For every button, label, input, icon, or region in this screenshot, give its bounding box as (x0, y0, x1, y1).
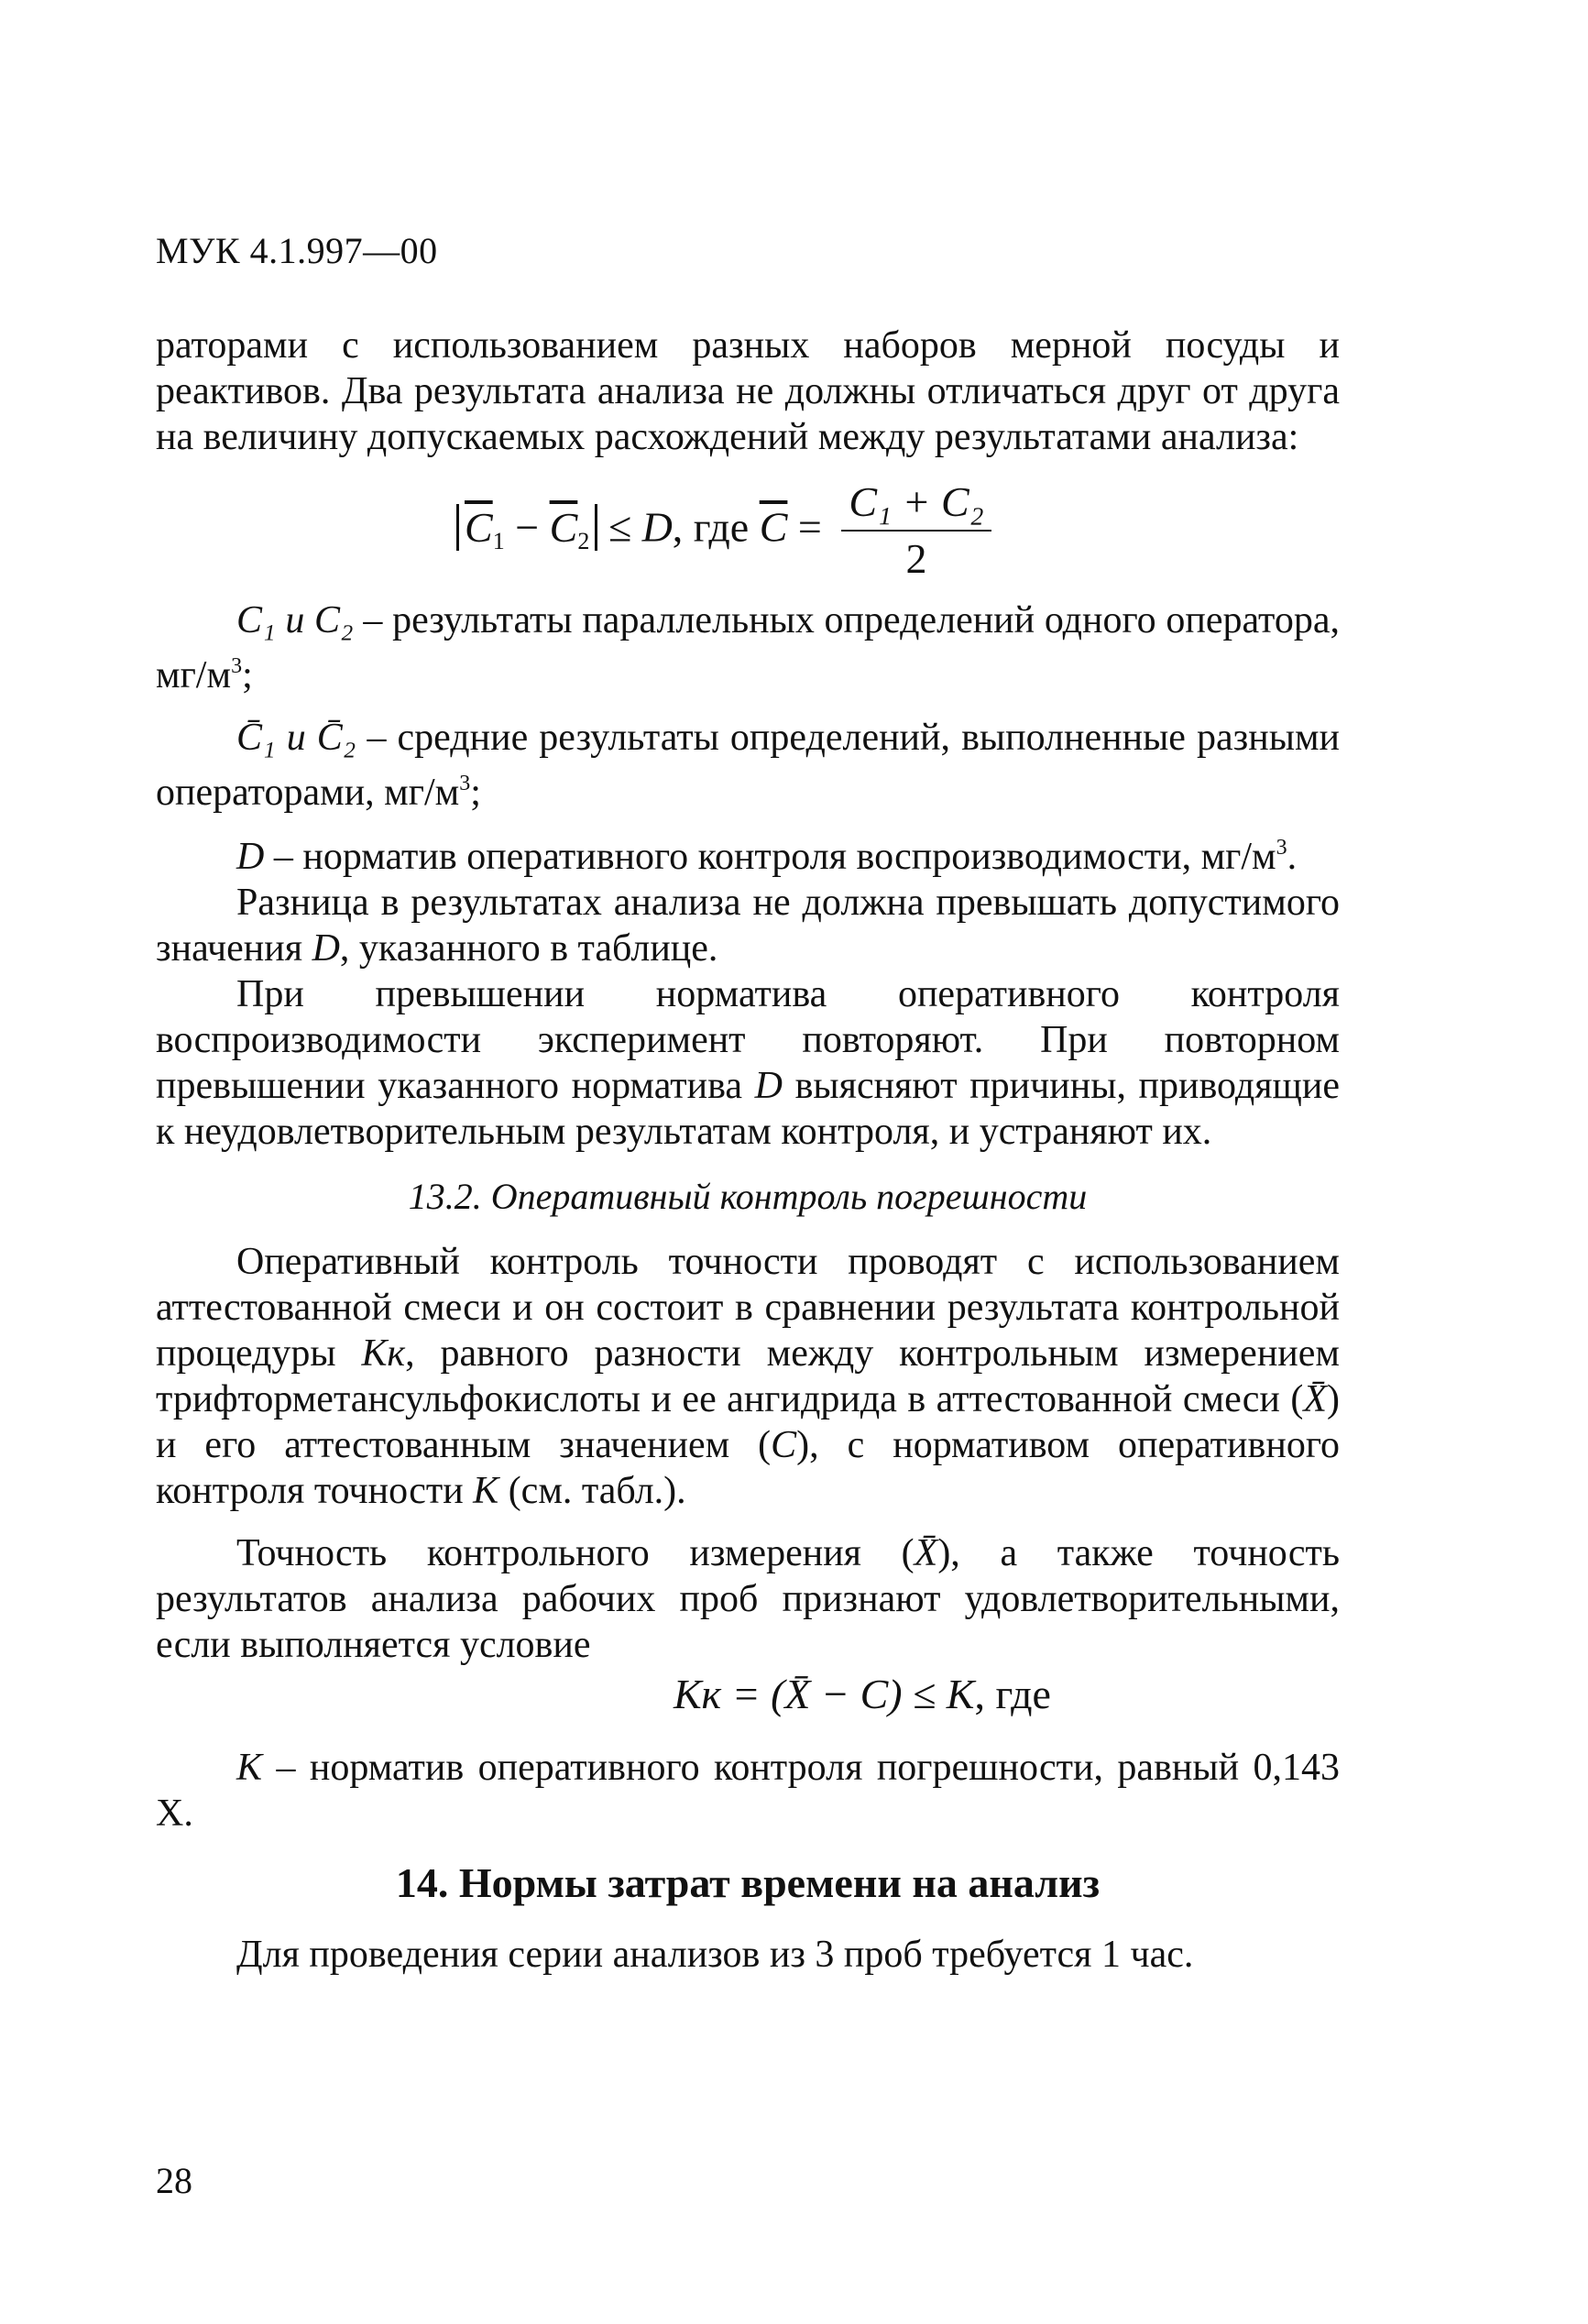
paragraph-2-text-a: Разница в результатах анализа не должна превышать допустимого значения (156, 882, 1340, 970)
definition-c1-c2-symbols: C₁ и C₂ (236, 599, 354, 641)
paragraph-3 (156, 971, 1340, 1155)
formula-reproducibility (456, 477, 991, 586)
definition-d-end: . (1287, 836, 1298, 878)
formula-fraction (841, 477, 991, 586)
paragraph-3-text-a: При превышении норматива оперативного контроля воспроизводимости эксперимент повторяют. При повторном превышении указанного норматива (156, 973, 1340, 1107)
paragraph-2-text-b: , указанного в таблице. (339, 927, 718, 970)
formula-c1-bar: $\overline{C}$ (465, 503, 493, 551)
subsection-heading: 13.2. Оперативный контроль погрешности (408, 1176, 1088, 1217)
formula-c2-sub: 2 (577, 527, 590, 554)
formula-c1-sub: 1 (492, 527, 505, 554)
paragraph-3-text-b: выясняют причины, приводящие к неудовлетворительным результатам контроля, и устраняют их. (156, 1065, 1340, 1153)
paragraph-2-symbol: D (312, 927, 340, 970)
definition-k-block (156, 1745, 1340, 1836)
definition-c1-c2-end: ; (242, 654, 253, 696)
paragraph-3-symbol: D (754, 1065, 783, 1107)
paragraph-4-text-c: ) и его аттестованным значением ( (156, 1378, 1340, 1466)
paragraph-5-text-a: Точность контрольного измерения ( (236, 1532, 914, 1574)
paragraph-1 (156, 323, 1340, 460)
paragraph-4-block (156, 1239, 1340, 1668)
definition-c1-c2-sup: 3 (231, 654, 243, 678)
definition-cbar-sup: 3 (459, 772, 471, 795)
definition-cbar-text: – средние результаты определений, выполненные разными операторами, мг/м (156, 717, 1341, 814)
definition-cbar-end: ; (470, 772, 481, 814)
paragraph-4 (156, 1239, 1340, 1514)
paragraph-4-xbar: X̄ (1303, 1378, 1327, 1420)
formula-cbar: $\overline{C}$ (759, 503, 788, 551)
definition-cbar-symbols: C̄₁ и C̄₂ (236, 717, 356, 759)
definition-d-text: – норматив оперативного контроля воспроизводимости, мг/м (264, 836, 1276, 878)
paragraph-5-xbar: X̄ (914, 1532, 938, 1574)
paragraph-1-text: раторами с использованием разных наборов мерной посуды и реактивов. Два результата анализа не должны отличаться друг от друга на величину допускаемых расхождений между результатами анализа: (156, 324, 1340, 458)
formula-accuracy-where: , где (974, 1671, 1051, 1717)
definitions-block (156, 597, 1340, 1155)
paragraph-4-kk: Кк (361, 1332, 406, 1375)
paragraph-5 (156, 1530, 1340, 1668)
formula-c2-bar: $\overline{C}$ (549, 503, 578, 551)
formula-where: , где (672, 503, 760, 551)
formula-abs-difference (456, 503, 597, 554)
paragraph-4-c: C (771, 1424, 797, 1466)
paragraph-4-text-e: (см. табл.). (498, 1470, 686, 1512)
paragraph-4-text-b: , равного разности между контрольным измерением трифторметансульфокислоты и ее ангидрида в аттестованной смеси ( (156, 1332, 1340, 1420)
definition-c1-c2-text: – результаты параллельных определений одного оператора, мг/м (156, 599, 1340, 696)
formula-denominator: 2 (905, 535, 927, 582)
definition-k (156, 1745, 1340, 1836)
document-header: МУК 4.1.997—00 (156, 230, 438, 271)
definition-d (156, 825, 1340, 880)
formula-accuracy-expression: Кк = (X̄ − C) ≤ K (674, 1671, 975, 1717)
formula-equals: = (787, 503, 833, 551)
definition-c1-c2 (156, 597, 1340, 698)
paragraph-4-text-d: ), с нормативом оперативного контроля точности (156, 1424, 1341, 1512)
definition-d-sup: 3 (1276, 836, 1287, 860)
paragraph-6: Для проведения серии анализов из 3 проб требуется 1 час. (236, 1934, 1194, 1976)
paragraph-2 (156, 880, 1340, 971)
formula-minus: − (504, 503, 550, 551)
definition-d-symbol: D (236, 836, 265, 878)
paragraph-6-block (156, 1932, 1340, 1978)
formula-numerator: C₁ + C₂ (841, 477, 991, 532)
formula-accuracy (674, 1670, 1051, 1718)
definition-k-text: – норматив оперативного контроля погрешности, равный 0,143 Х. (156, 1747, 1340, 1835)
formula-le-d: ≤ D (597, 503, 673, 551)
definition-c1bar-c2bar (156, 715, 1340, 816)
section-title: 14. Нормы затрат времени на анализ (395, 1859, 1101, 1906)
definition-k-symbol: K (236, 1747, 263, 1789)
paragraph-4-text-a: Оперативный контроль точности проводят с использованием аттестованной смеси и он состоит в сравнении результата контрольной процедуры (156, 1241, 1340, 1375)
paragraph-5-text-b: ), а также точность результатов анализа рабочих проб признают удовлетворительными, если выполняется условие (156, 1532, 1340, 1666)
paragraph-4-k: K (473, 1470, 499, 1512)
page-number: 28 (156, 2160, 192, 2201)
